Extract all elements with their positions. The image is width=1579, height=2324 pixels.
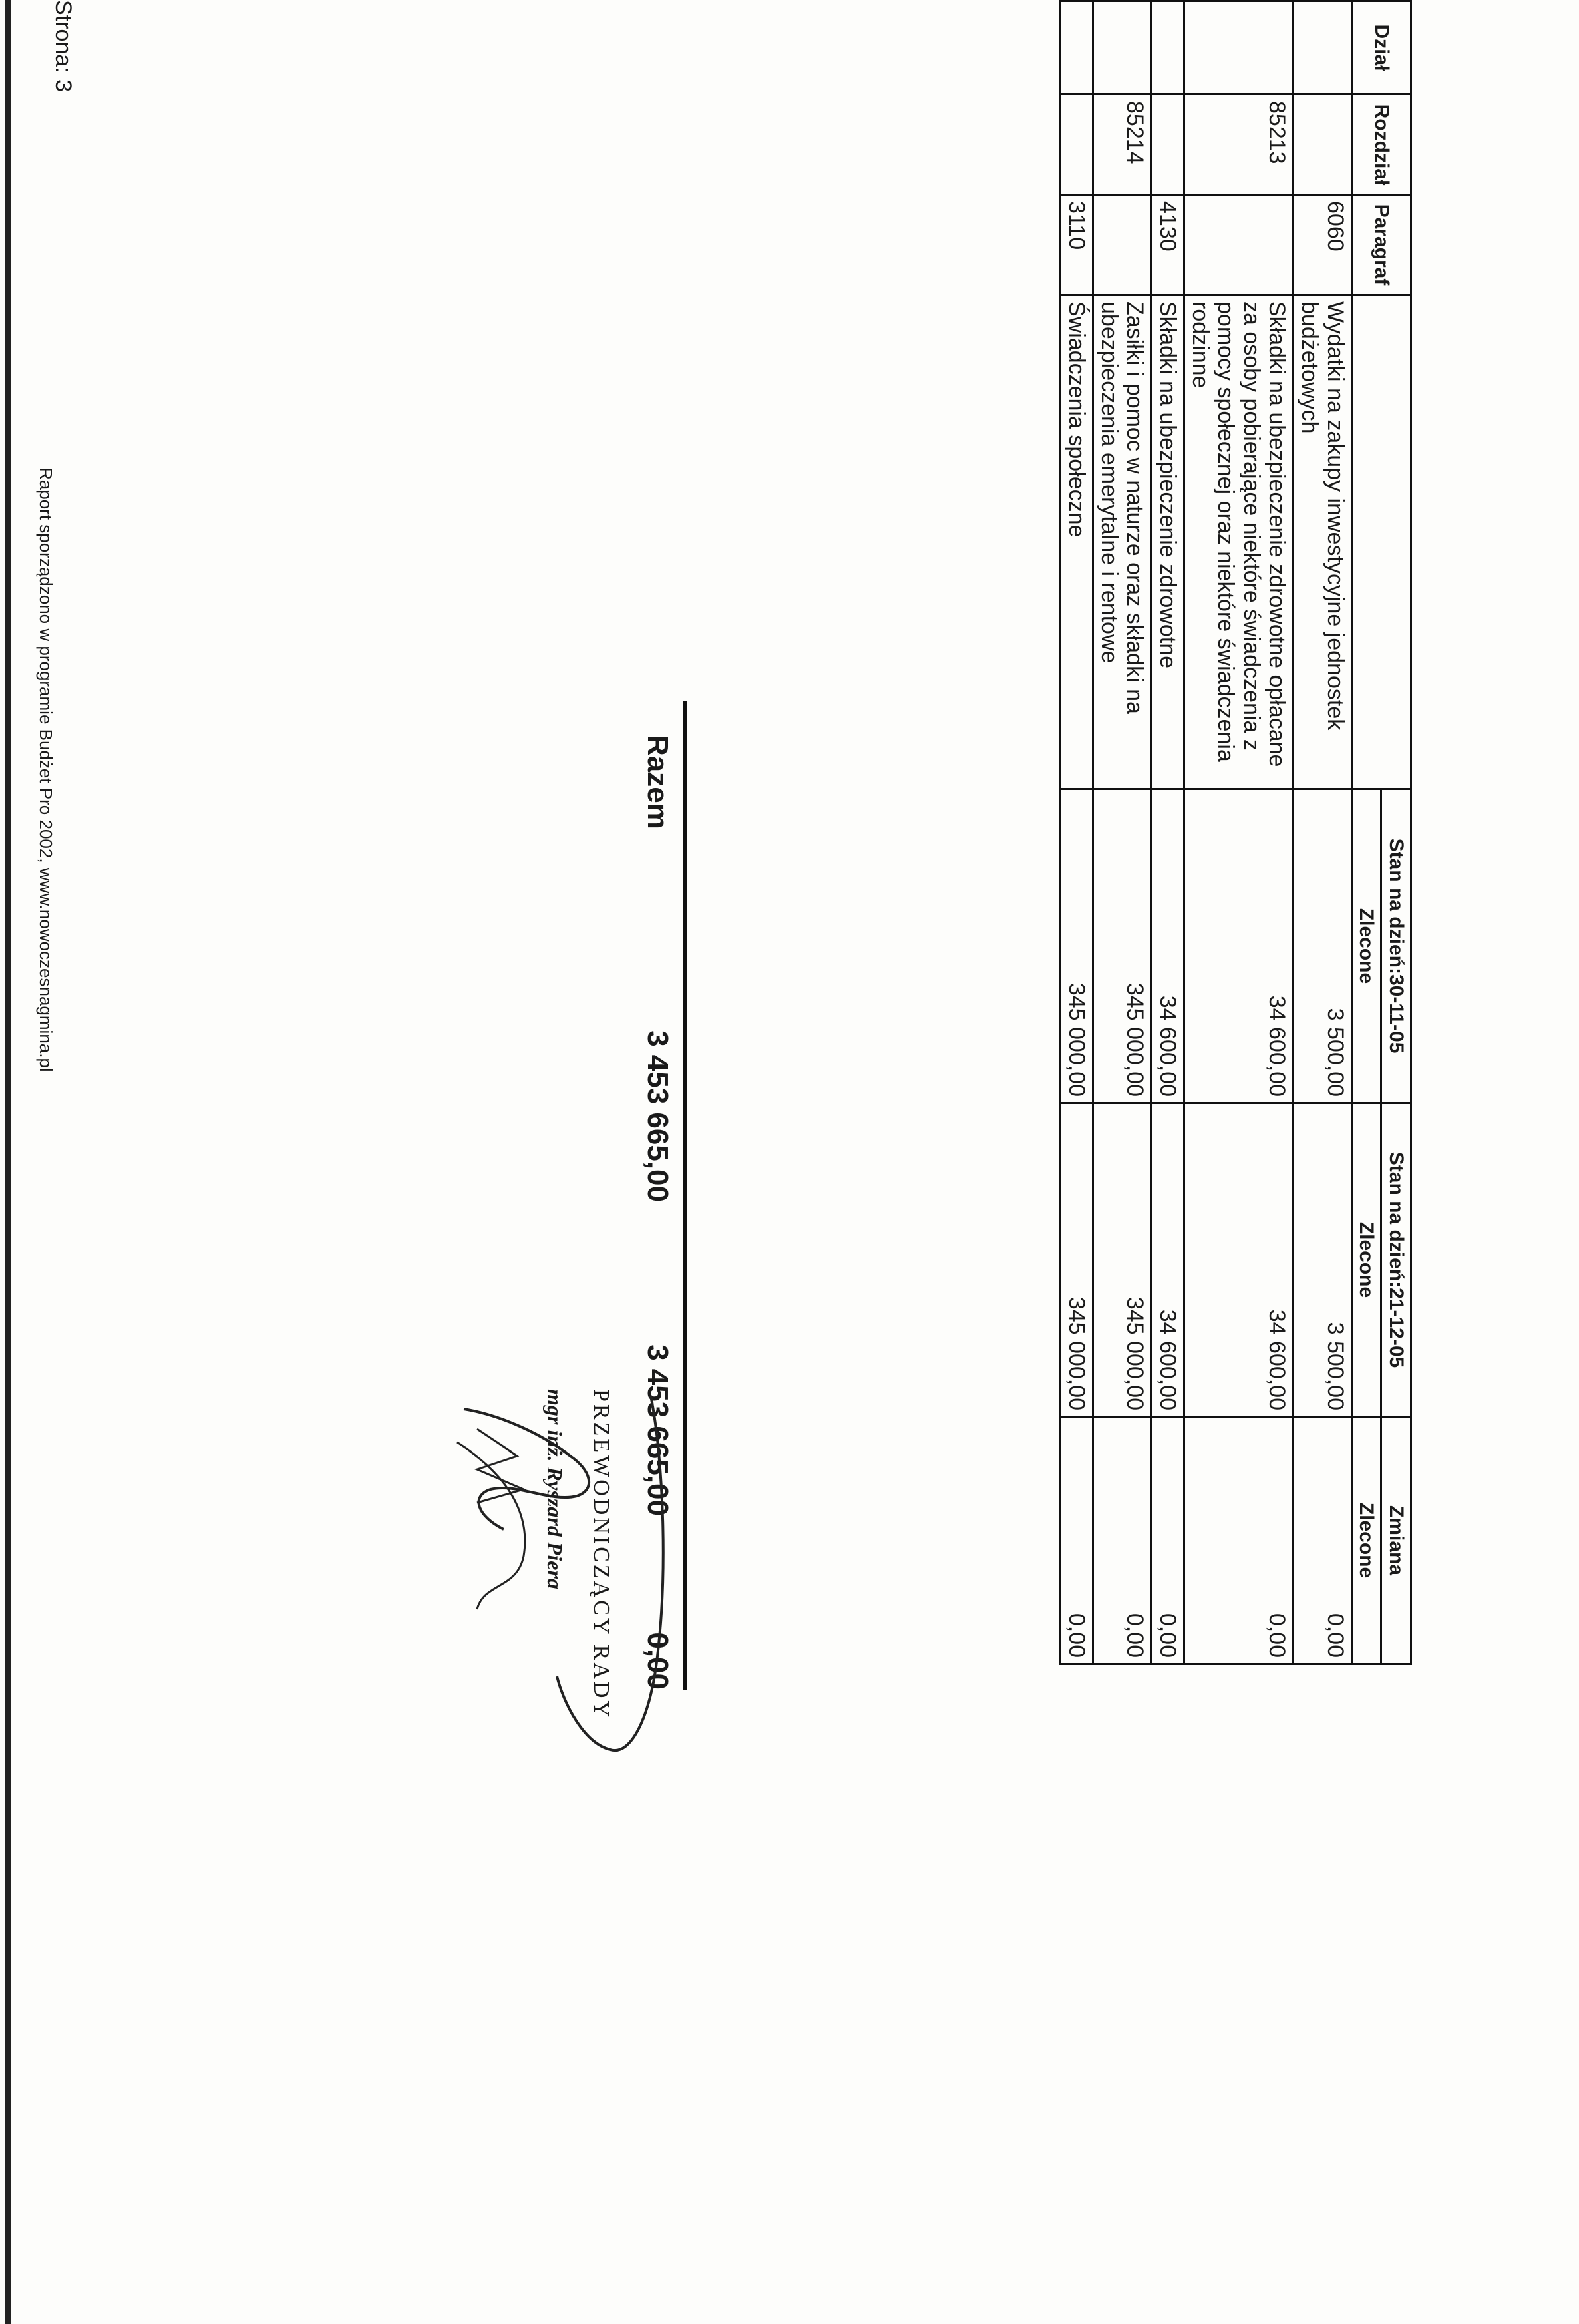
total-zmiana: 0,00 [641,1632,674,1690]
header-zlecone-3: Zlecone [1351,1417,1381,1664]
cell-dzial [1293,1,1351,95]
cell-stan-1: 345 000,00 [1093,789,1152,1103]
table-row [1093,1,1152,1664]
cell-stan-2: 345 000,00 [1061,1103,1093,1417]
header-rozdzial: Rozdział [1351,95,1411,195]
bottom-rule [5,0,11,2324]
cell-stan-1: 34 600,00 [1184,789,1293,1103]
page-number: Strona: 3 [51,0,76,92]
cell-opis: Wydatki na zakupy inwestycyjne jednostek budżetowych [1293,295,1351,789]
cell-zmiana: 0,00 [1152,1417,1184,1664]
total-stan-1: 3 453 665,00 [641,1030,674,1202]
cell-paragraf: 3110 [1061,195,1093,295]
cell-paragraf [1184,195,1293,295]
cell-dzial [1152,1,1184,95]
cell-stan-1: 3 500,00 [1293,789,1351,1103]
cell-zmiana: 0,00 [1061,1417,1093,1664]
cell-rozdzial: 85214 [1093,95,1152,195]
total-rule [683,701,687,1690]
footer-note: Raport sporządzono w programie Budżet Pro 2002, www.nowoczesnagmina.pl [36,467,56,1072]
cell-rozdzial [1061,95,1093,195]
cell-rozdzial [1152,95,1184,195]
header-zlecone-1: Zlecone [1351,789,1381,1103]
cell-stan-2: 345 000,00 [1093,1103,1152,1417]
cell-stan-1: 345 000,00 [1061,789,1093,1103]
header-opis [1351,295,1411,789]
signature-title: PRZEWODNICZĄCY RADY [589,1389,614,1720]
signature-name: mgr inż. Ryszard Piera [543,1389,567,1589]
header-stan-1: Stan na dzień:30-11-05 [1381,789,1411,1103]
header-zmiana: Zmiana [1381,1417,1411,1664]
header-stan-2: Stan na dzień:21-12-05 [1381,1103,1411,1417]
total-label: Razem [641,735,674,829]
cell-stan-2: 3 500,00 [1293,1103,1351,1417]
cell-zmiana: 0,00 [1093,1417,1152,1664]
cell-opis: Świadczenia społeczne [1061,295,1093,789]
budget-table [1059,0,1412,1665]
table-row [1152,1,1184,1664]
cell-opis: Składki na ubezpieczenie zdrowotne opłacane za osoby pobierające niektóre świadczenia z pomocy społecznej oraz niektóre świadczenia rodzinne [1184,295,1293,789]
cell-dzial [1093,1,1152,95]
table-row [1293,1,1351,1664]
cell-dzial [1184,1,1293,95]
cell-stan-2: 34 600,00 [1152,1103,1184,1417]
cell-stan-2: 34 600,00 [1184,1103,1293,1417]
header-paragraf: Paragraf [1351,195,1411,295]
cell-zmiana: 0,00 [1293,1417,1351,1664]
cell-paragraf [1093,195,1152,295]
table-row [1061,1,1093,1664]
cell-paragraf: 6060 [1293,195,1351,295]
cell-opis: Zasiłki i pomoc w naturze oraz składki na ubezpieczenia emerytalne i rentowe [1093,295,1152,789]
table-row [1184,1,1293,1664]
header-dzial: Dział [1351,1,1411,95]
cell-rozdzial: 85213 [1184,95,1293,195]
cell-stan-1: 34 600,00 [1152,789,1184,1103]
cell-rozdzial [1293,95,1351,195]
header-row-1 [1381,1,1411,1664]
cell-zmiana: 0,00 [1184,1417,1293,1664]
cell-paragraf: 4130 [1152,195,1184,295]
total-stan-2: 3 453 665,00 [641,1344,674,1516]
cell-dzial [1061,1,1093,95]
header-zlecone-2: Zlecone [1351,1103,1381,1417]
cell-opis: Składki na ubezpieczenie zdrowotne [1152,295,1184,789]
